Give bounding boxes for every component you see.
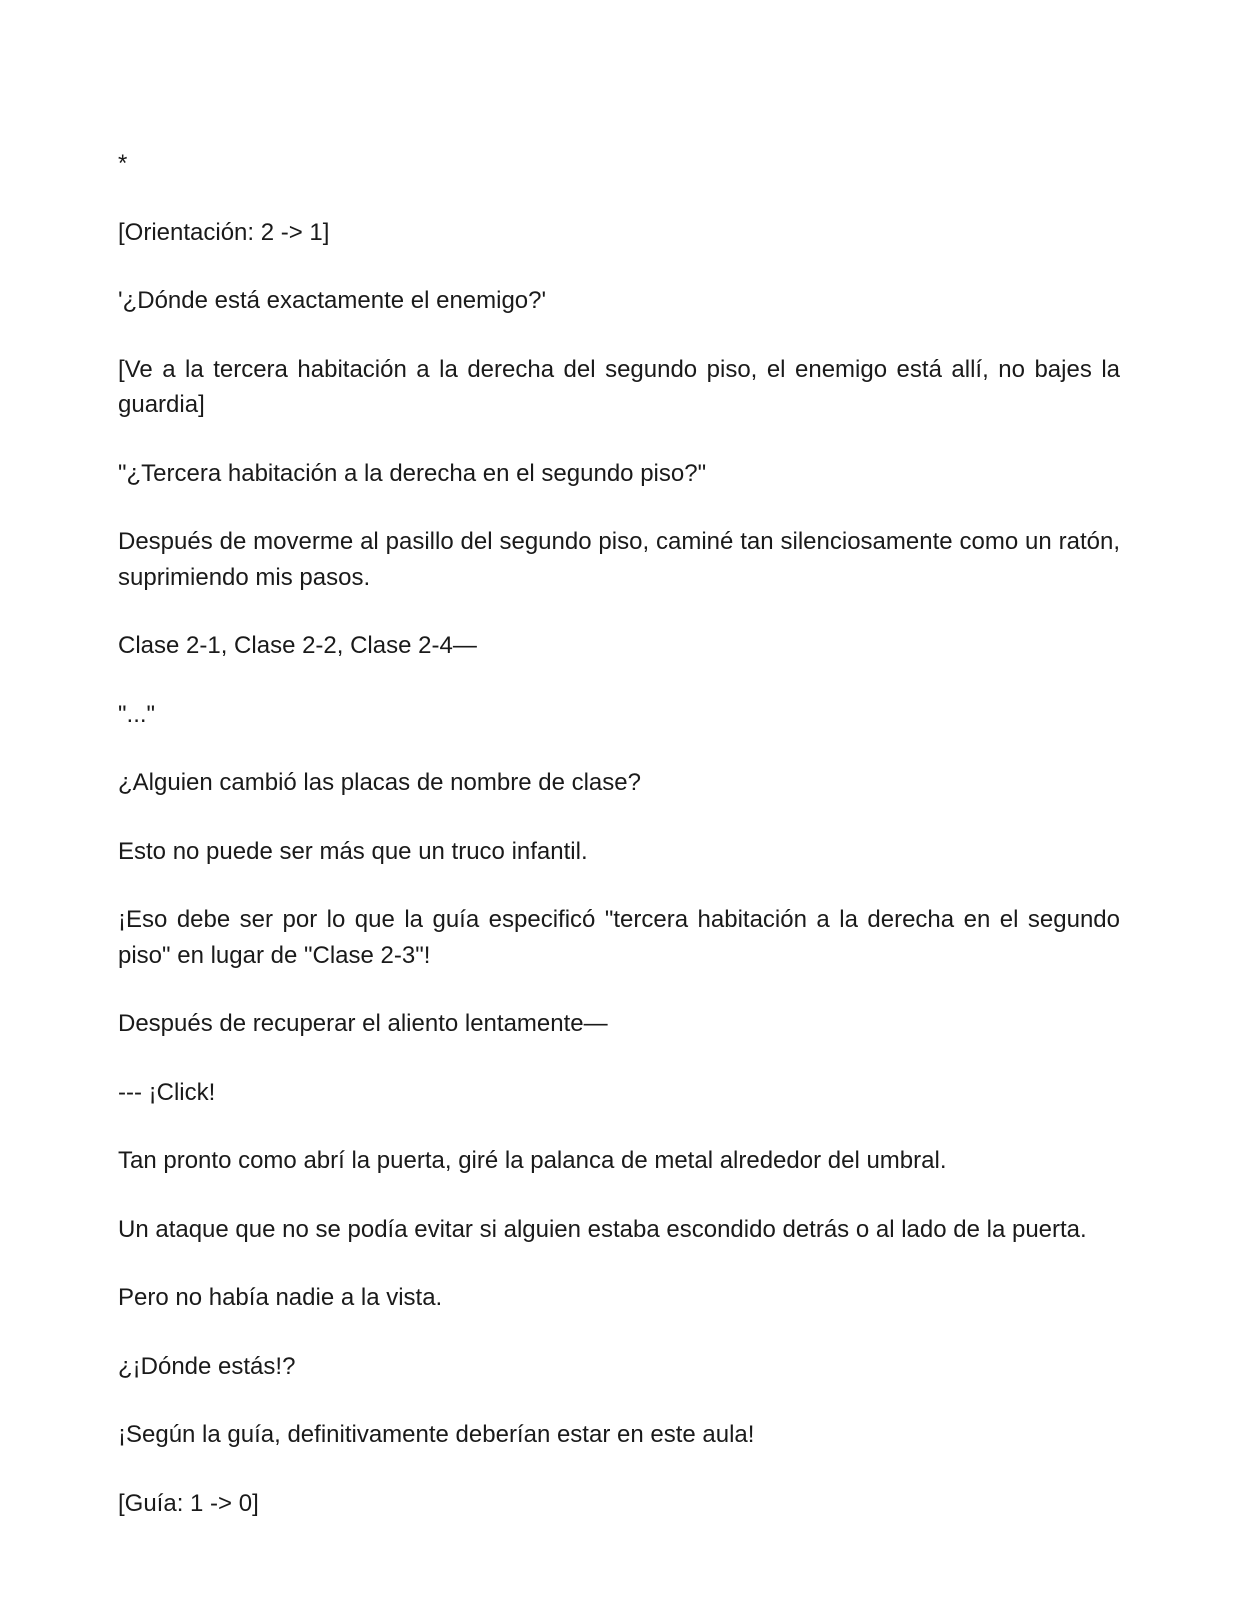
paragraph: ¿¡Dónde estás!? xyxy=(118,1352,296,1380)
document-body xyxy=(118,146,1120,1554)
paragraph: --- ¡Click! xyxy=(118,1078,216,1106)
paragraph: Clase 2-1, Clase 2-2, Clase 2-4— xyxy=(118,632,477,659)
paragraph: ¿Alguien cambió las placas de nombre de clase? xyxy=(118,769,641,796)
paragraph: '¿Dónde está exactamente el enemigo?' xyxy=(118,287,547,314)
paragraph: "¿Tercera habitación a la derecha en el segundo piso?" xyxy=(118,459,707,487)
paragraph: Un ataque que no se podía evitar si alguien estaba escondido detrás o al lado de la puerta. xyxy=(118,1215,1087,1243)
paragraph: "..." xyxy=(118,700,156,728)
paragraph: Tan pronto como abrí la puerta, giré la palanca de metal alrededor del umbral. xyxy=(118,1147,947,1174)
paragraph: [Orientación: 2 -> 1] xyxy=(118,218,330,246)
paragraph: Después de recuperar el aliento lentamente— xyxy=(118,1010,608,1037)
paragraph: ¡Según la guía, definitivamente deberían estar en este aula! xyxy=(118,1421,755,1448)
scene-break-asterisk: * xyxy=(118,150,128,177)
paragraph: [Ve a la tercera habitación a la derecha del segundo piso, el enemigo está allí, no bajes la guardia] xyxy=(118,355,1120,418)
paragraph: Esto no puede ser más que un truco infantil. xyxy=(118,837,588,865)
paragraph: Después de moverme al pasillo del segundo piso, caminé tan silenciosamente como un ratón, suprimiendo mis pasos. xyxy=(118,528,1120,591)
paragraph: [Guía: 1 -> 0] xyxy=(118,1489,259,1517)
paragraph: ¡Eso debe ser por lo que la guía especificó "tercera habitación a la derecha en el segundo piso" en lugar de "Clase 2-3"! xyxy=(118,906,1120,969)
paragraph: Pero no había nadie a la vista. xyxy=(118,1284,443,1311)
